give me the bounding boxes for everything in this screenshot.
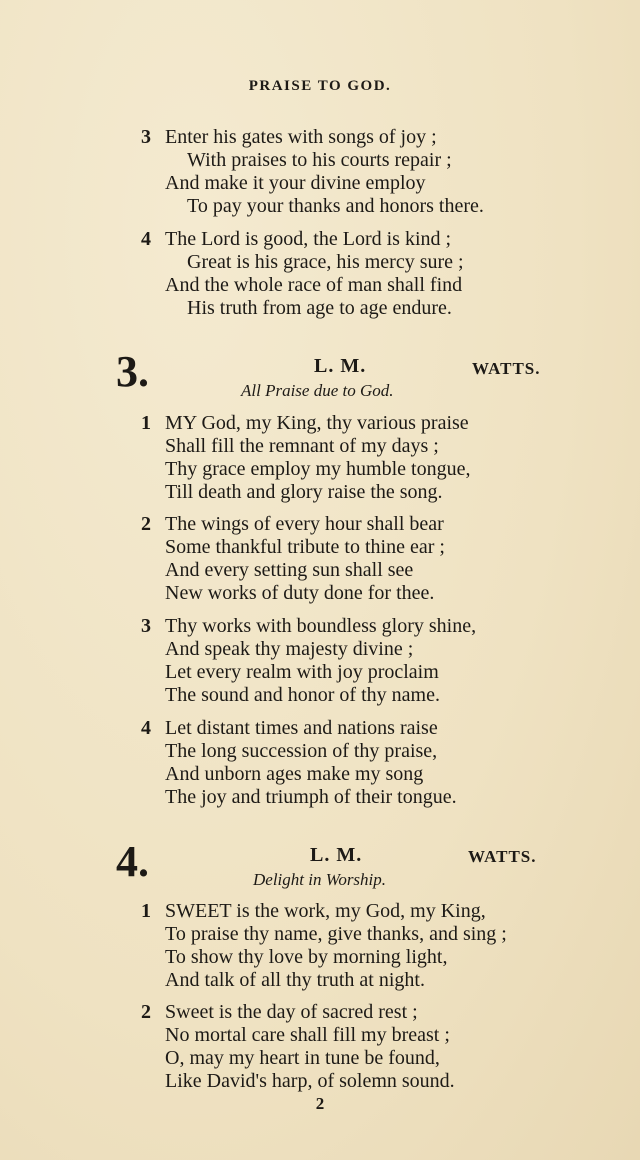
hymn-author: WATTS. [472, 359, 541, 378]
verse-line: Great is his grace, his mercy sure ; [187, 251, 464, 273]
verse-line: Like David's harp, of solemn sound. [165, 1070, 455, 1092]
verse-line: His truth from age to age endure. [187, 297, 452, 319]
stanza-number: 1 [141, 900, 151, 922]
verse-line: And unborn ages make my song [165, 763, 424, 785]
hymn-number: 3. [116, 347, 149, 396]
hymn-number: 4. [116, 837, 149, 886]
verse-line: And make it your divine employ [165, 172, 426, 194]
verse-line: The sound and honor of thy name. [165, 684, 440, 706]
stanza-number: 2 [141, 513, 151, 535]
stanza-number: 2 [141, 1001, 151, 1023]
running-head: PRAISE TO GOD. [248, 78, 392, 94]
verse-line: The joy and triumph of their tongue. [165, 786, 457, 808]
verse-line: Till death and glory raise the song. [165, 481, 443, 503]
verse-line: MY God, my King, thy various praise [165, 412, 469, 434]
verse-line: Thy works with boundless glory shine, [165, 615, 477, 637]
verse-line: And talk of all thy truth at night. [165, 969, 425, 991]
verse-line: And speak thy majesty divine ; [165, 638, 414, 660]
verse-line: To show thy love by morning light, [165, 946, 448, 968]
verse-line: Enter his gates with songs of joy ; [165, 126, 437, 148]
verse-line: And every setting sun shall see [165, 559, 414, 581]
hymn-author: WATTS. [468, 847, 537, 866]
verse-line: No mortal care shall fill my breast ; [165, 1024, 450, 1046]
hymn-subtitle: Delight in Worship. [253, 870, 387, 889]
verse-line: The wings of every hour shall bear [165, 513, 444, 535]
stanza-number: 3 [141, 126, 151, 148]
hymn-subtitle: All Praise due to God. [241, 381, 394, 400]
stanza-number: 1 [141, 412, 151, 434]
stanza-number: 3 [141, 615, 151, 637]
verse-line: With praises to his courts repair ; [187, 149, 452, 171]
verse-line: Thy grace employ my humble tongue, [165, 458, 471, 480]
hymn-meter: L. M. [314, 355, 367, 377]
verse-line: Let every realm with joy proclaim [165, 661, 439, 683]
hymn-meter: L. M. [310, 844, 363, 866]
verse-line: Let distant times and nations raise [165, 717, 438, 739]
verse-line: To praise thy name, give thanks, and sing ; [165, 923, 507, 945]
verse-line: To pay your thanks and honors there. [187, 195, 484, 217]
verse-line: O, may my heart in tune be found, [165, 1047, 440, 1069]
verse-line: Shall fill the remnant of my days ; [165, 435, 439, 457]
stanza-number: 4 [141, 228, 151, 250]
verse-line: Sweet is the day of sacred rest ; [165, 1001, 418, 1023]
verse-line: And the whole race of man shall find [165, 274, 463, 296]
verse-line: Some thankful tribute to thine ear ; [165, 536, 445, 558]
stanza-number: 4 [141, 717, 151, 739]
verse-line: SWEET is the work, my God, my King, [165, 900, 486, 922]
page-number: 2 [315, 1094, 325, 1113]
verse-line: The long succession of thy praise, [165, 740, 438, 762]
verse-line: New works of duty done for thee. [165, 582, 435, 604]
verse-line: The Lord is good, the Lord is kind ; [165, 228, 452, 250]
